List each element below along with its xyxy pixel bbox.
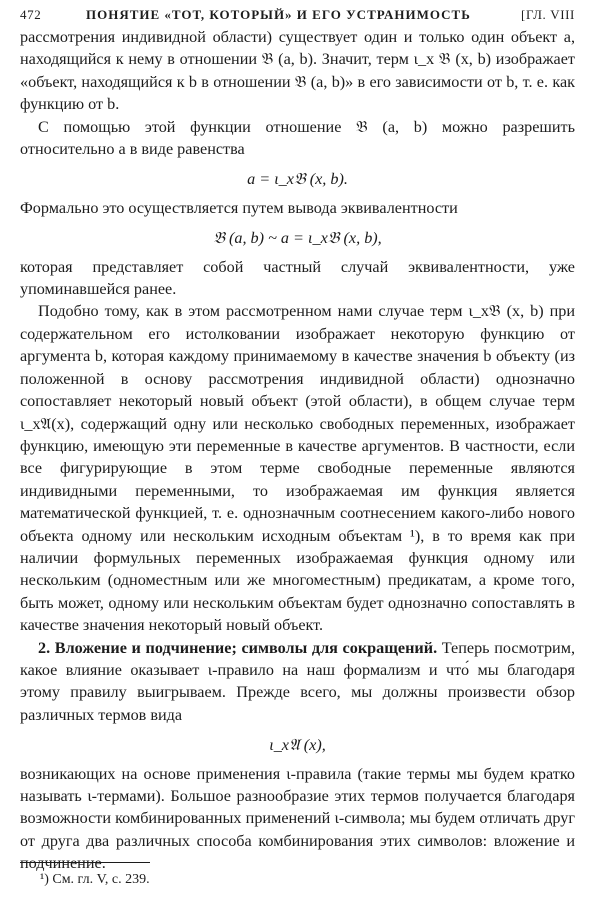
page-number: 472: [20, 7, 42, 22]
paragraph-6: [20, 637, 575, 727]
formula-2: 𝔅 (a, b) ~ a = ι_x𝔅 (x, b),: [213, 229, 382, 248]
section-heading: 2. Вложение и подчинение; символы для сокращений.: [38, 638, 438, 657]
page-header: [20, 4, 575, 24]
book-page: [20, 0, 575, 900]
paragraph-5: Подобно тому, как в этом рассмотренном нами случае терм ι_x𝔅 (x, b) при содержательном его истолковании изображает некоторую функцию от аргумента b, которая каждому принимаемому в качестве значения b объекту (из положенной в основу рассмотрения индивидной области) однозначно сопоставляет некоторый новый объект (этой области), в общем случае терм ι_x𝔄(x), содержащий одну или несколько свободных переменных, изображает функцию, имеющую эти переменные в качестве аргументов. В частности, если все фигурирующие в этом терме свободные переменные являются индивидными переменными, то изображаемая им функция является математической функцией, т. е. однозначным соотнесением какого-либо нового объекта одному или нескольким исходным объектам ¹), в то время как при наличии формульных переменных изображаемая функция одному или нескольким (одноместным или же многоместным) предикатам, а кроме того, быть может, одному или нескольким объектам будет однозначно сопоставлять в качестве значения некоторый новый объект.: [20, 302, 575, 635]
footnote-divider: [20, 862, 150, 863]
paragraph-6-text: Теперь посмотрим, какое влияние оказывает ι-правило на наш формализм и что́ мы благодаря этому правилу выигрываем. Прежде всего, мы должны произвести обзор различных термов вида: [20, 638, 575, 724]
footnote: ¹) См. гл. V, с. 239.: [40, 872, 150, 887]
paragraph-3: Формально это осуществляется путем вывода эквивалентности: [20, 198, 458, 217]
paragraph-2: С помощью этой функции отношение 𝔅 (a, b) можно разрешить относительно a в виде равенства: [20, 117, 575, 159]
paragraph-7: возникающих на основе применения ι-правила (такие термы мы будем кратко называть ι-термами). Большое разнообразие этих термов получается благодаря возможности комбинированных применений ι-символа; мы будем отличать друг от друга два различных способа комбинирования этих символов: вложение и подчинение.: [20, 764, 575, 873]
formula-1: a = ι_x𝔅 (x, b).: [247, 170, 348, 189]
main-text: [20, 26, 575, 875]
paragraph-1: рассмотрения индивидной области) существует один и только один объект a, находящийся к нему в отношении 𝔅 (a, b). Значит, терм ι_x 𝔅 (x, b) изображает «объект, находящийся к b в отношении 𝔅 (a, b)» в его зависимости от b, т. е. как функцию от b.: [20, 28, 575, 114]
paragraph-4: которая представляет собой частный случай эквивалентности, уже упоминавшейся ранее.: [20, 257, 575, 299]
running-title: ПОНЯТИЕ «ТОТ, КОТОРЫЙ» И ЕГО УСТРАНИМОСТЬ: [86, 7, 471, 22]
chapter-marker: [ГЛ. VIII: [521, 7, 575, 22]
formula-3: ι_x𝔄 (x),: [269, 736, 326, 755]
